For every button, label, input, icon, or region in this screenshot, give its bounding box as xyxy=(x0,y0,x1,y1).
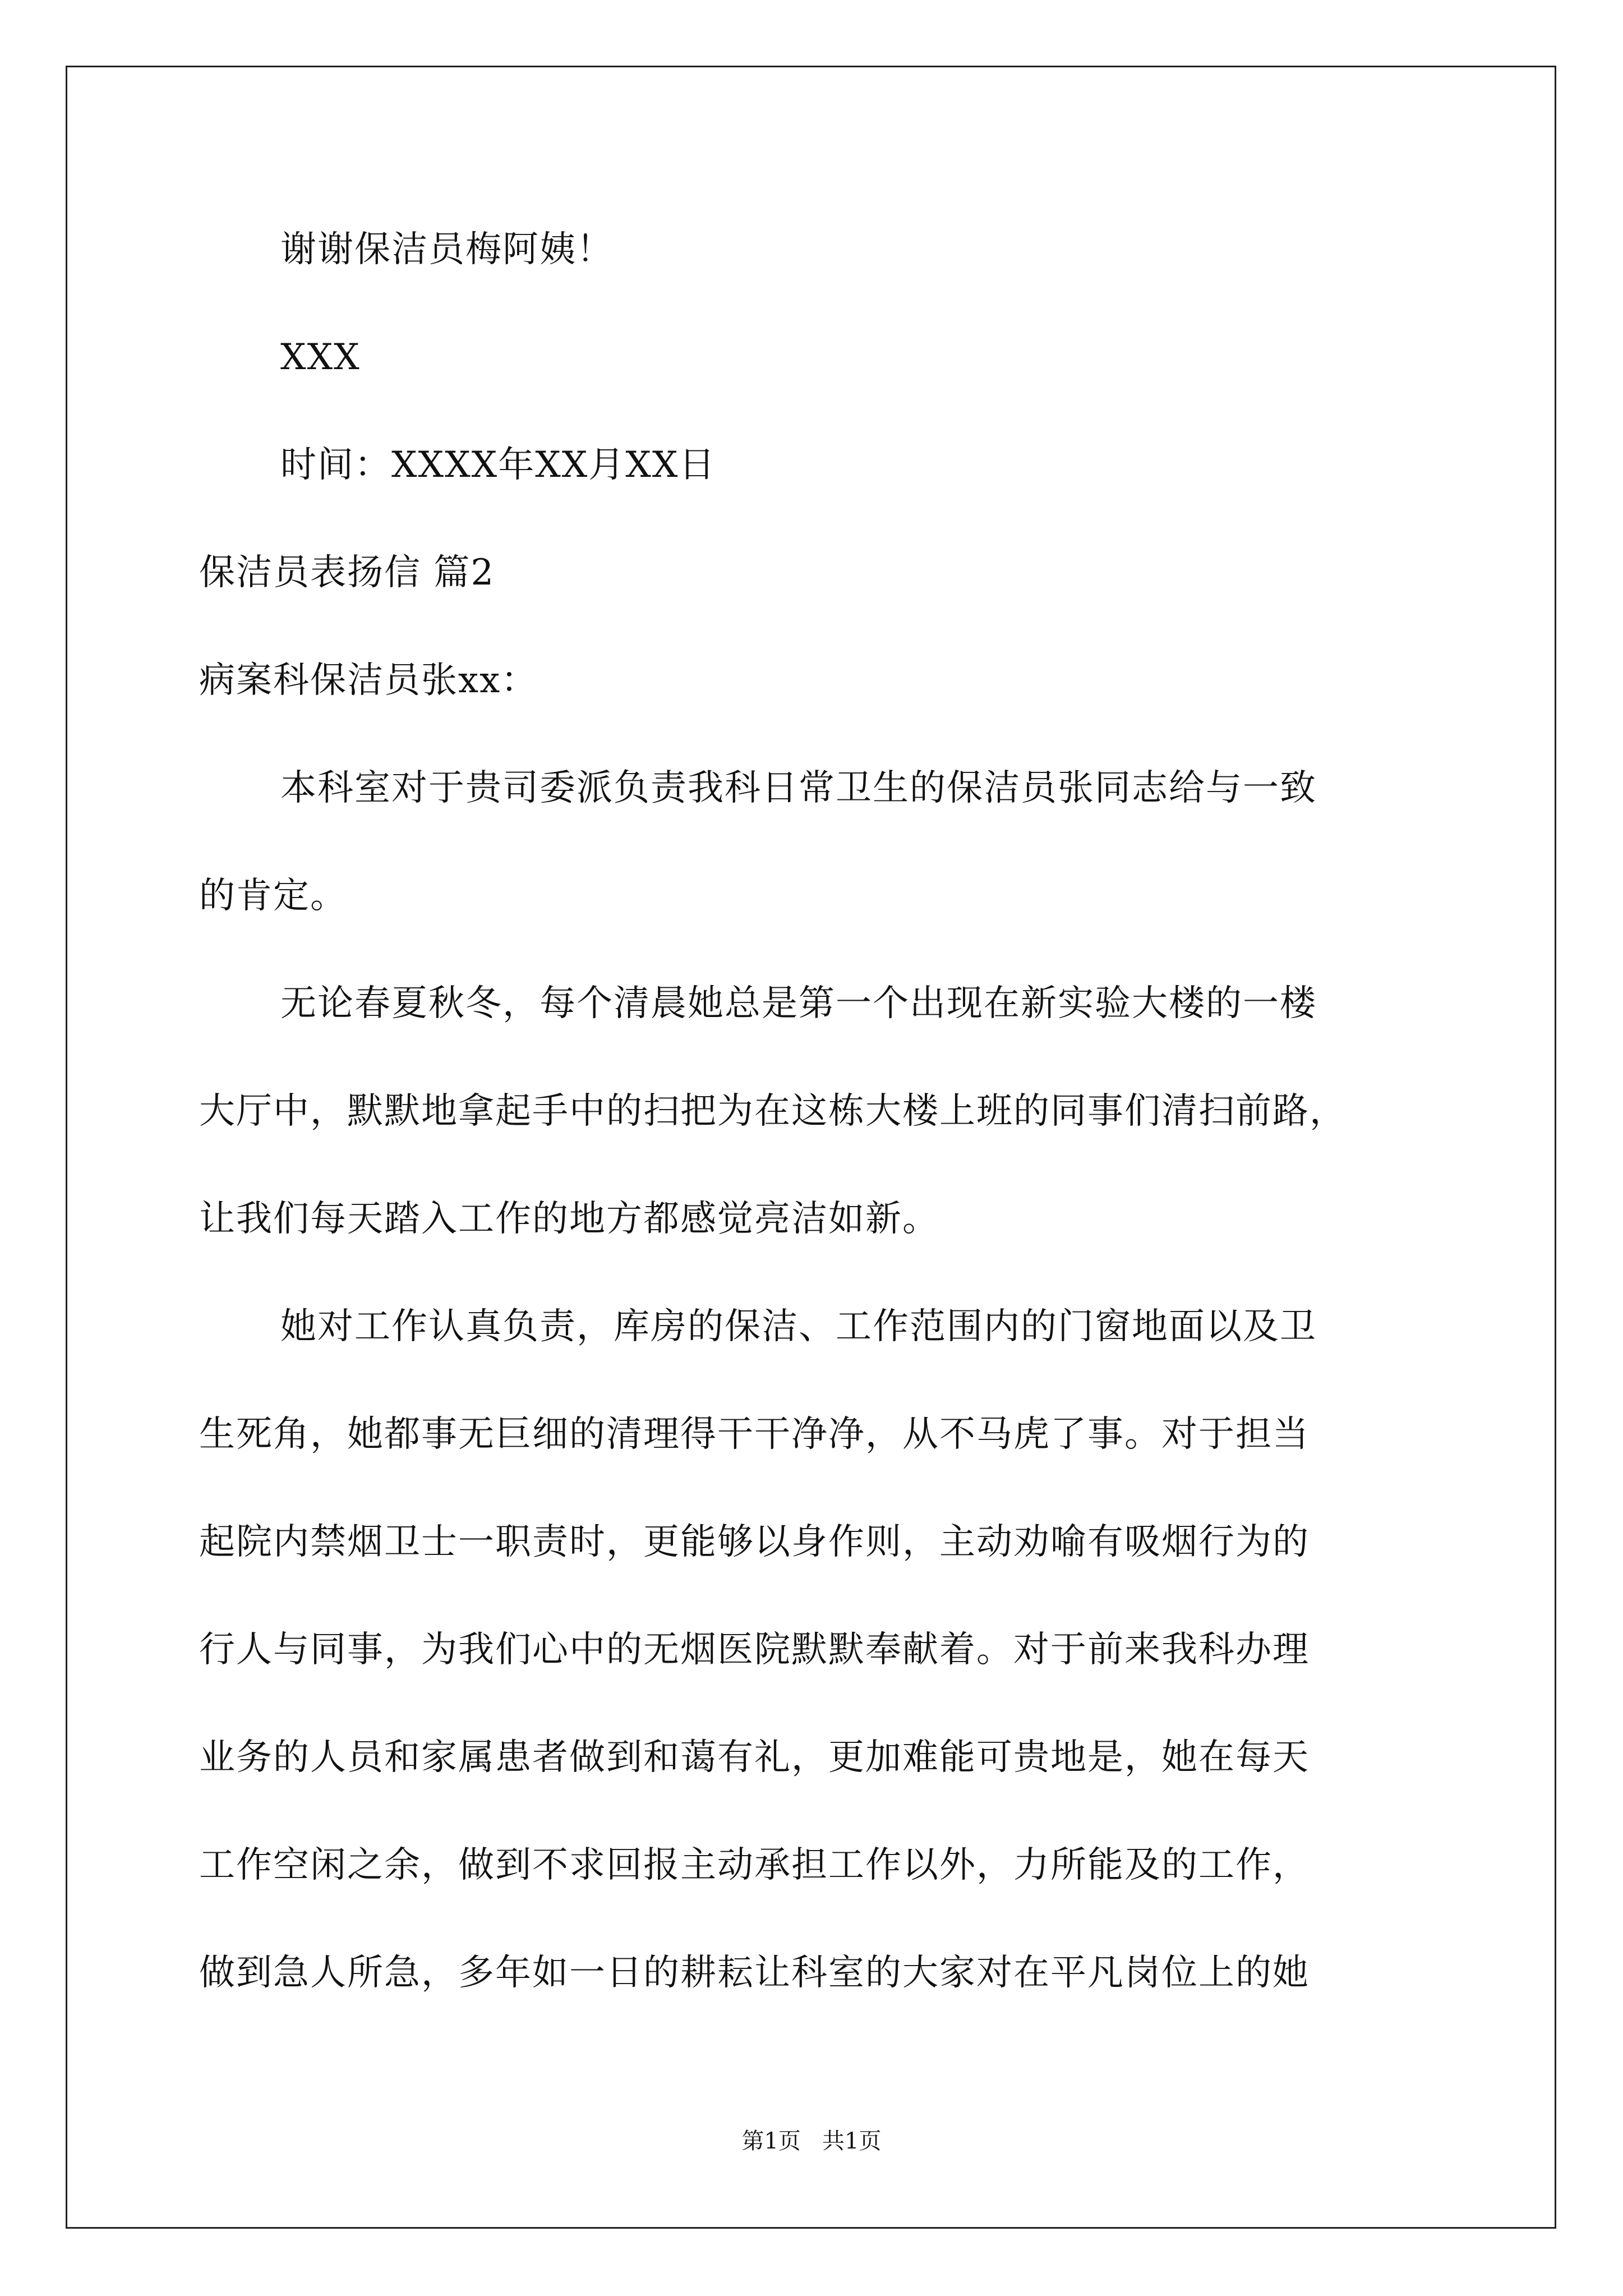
salutation: 病案科保洁员张xx： xyxy=(199,660,538,701)
section-title: 保洁员表扬信 篇2 xyxy=(199,552,495,593)
signature: XXX xyxy=(280,337,361,378)
paragraph-line: 无论春夏秋冬，每个清晨她总是第一个出现在新实验大楼的一楼 xyxy=(280,983,1317,1024)
paragraph-line: 做到急人所急，多年如一日的耕耘让科室的大家对在平凡岗位上的她 xyxy=(199,1952,1310,1994)
paragraph-line: 她对工作认真负责，库房的保洁、工作范围内的门窗地面以及卫 xyxy=(280,1306,1317,1347)
paragraph-line: 让我们每天踏入工作的地方都感觉亮洁如新。 xyxy=(199,1198,939,1240)
paragraph-line: 业务的人员和家属患者做到和蔼有礼，更加难能可贵地是，她在每天 xyxy=(199,1737,1310,1778)
page-footer: 第1页 共1页 xyxy=(741,2128,882,2154)
paragraph-line: 行人与同事，为我们心中的无烟医院默默奉献着。对于前来我科办理 xyxy=(199,1629,1310,1671)
paragraph-line: 的肯定。 xyxy=(199,875,347,917)
paragraph-line: 本科室对于贵司委派负责我科日常卫生的保洁员张同志给与一致 xyxy=(280,767,1317,809)
paragraph-line: 生死角，她都事无巨细的清理得干干净净，从不马虎了事。对于担当 xyxy=(199,1414,1310,1455)
date-line: 时间：XXXX年XX月XX日 xyxy=(280,444,716,486)
page-frame xyxy=(66,66,1556,2229)
paragraph-line: 起院内禁烟卫士一职责时，更能够以身作则，主动劝喻有吸烟行为的 xyxy=(199,1521,1310,1563)
thanks-line: 谢谢保洁员梅阿姨！ xyxy=(280,229,614,270)
paragraph-line: 工作空闲之余，做到不求回报主动承担工作以外，力所能及的工作， xyxy=(199,1844,1310,1886)
paragraph-line: 大厅中，默默地拿起手中的扫把为在这栋大楼上班的同事们清扫前路， xyxy=(199,1091,1347,1132)
